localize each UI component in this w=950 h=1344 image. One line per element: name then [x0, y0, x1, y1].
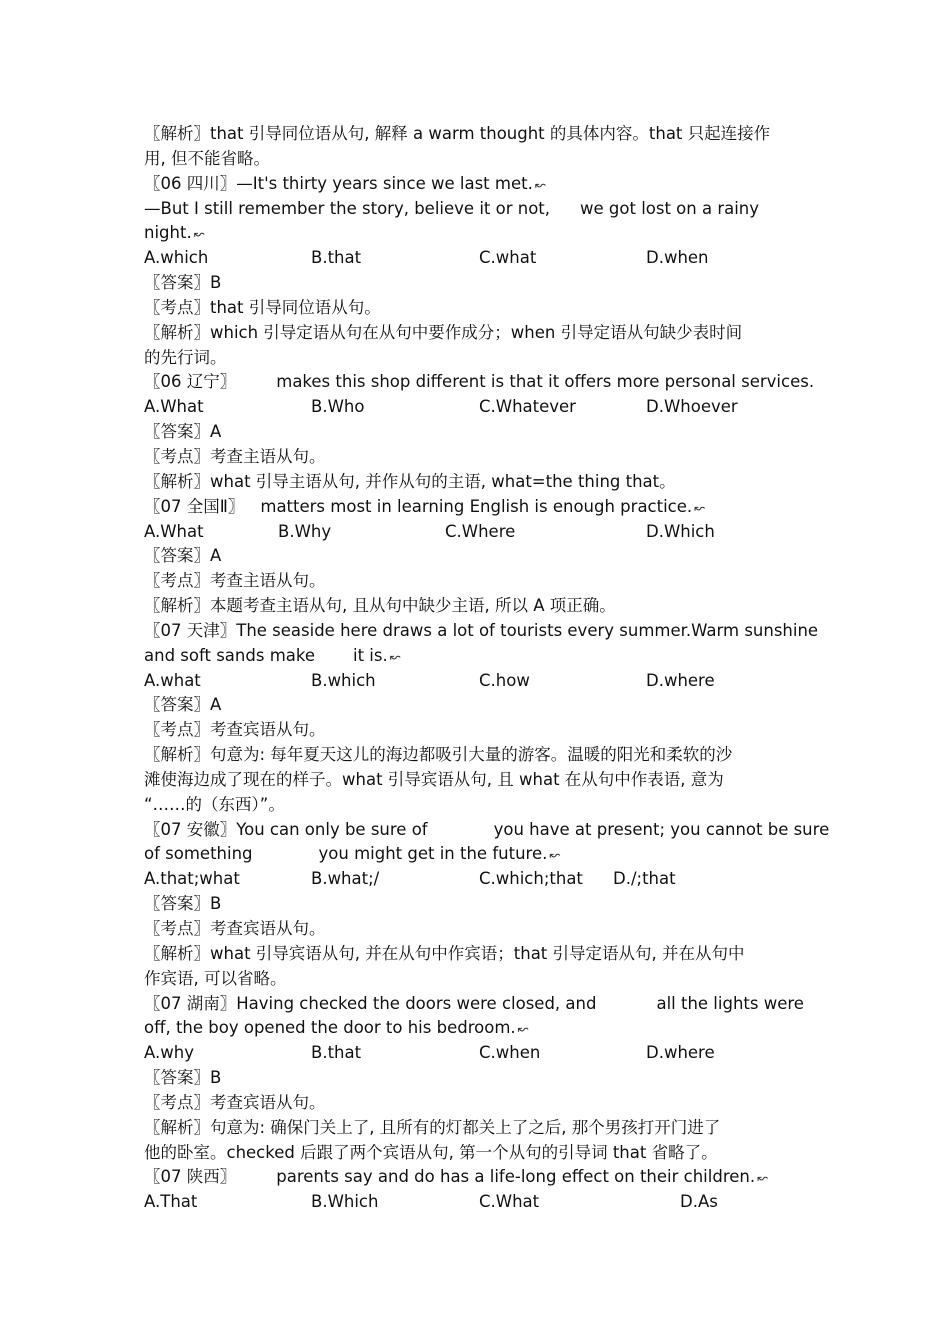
question-line: and soft sands make it is. ↜ [144, 645, 401, 665]
answer-line: 〖答案〗A [144, 546, 222, 566]
marker-icon: ↜ [389, 649, 401, 665]
marker-icon: ↜ [549, 848, 561, 864]
options-line: A.which B.that C.what D.when [144, 248, 709, 268]
question-line: off, the boy opened the door to his bedroom. ↜ [144, 1018, 529, 1038]
options-line: A.why B.that C.when D.where [144, 1043, 715, 1063]
question-line: 〖07 湖南〗Having checked the doors were closed, and all the lights were [144, 993, 804, 1013]
analysis-line: 的先行词。 [144, 347, 227, 367]
marker-icon: ↜ [517, 1022, 529, 1038]
answer-line: 〖答案〗B [144, 1068, 222, 1088]
marker-icon: ↜ [193, 227, 205, 243]
options-line: A.what B.which C.how D.where [144, 670, 715, 690]
point-line: 〖考点〗考查主语从句。 [144, 446, 326, 466]
marker-icon: ↜ [694, 500, 706, 516]
document-page [144, 122, 830, 1215]
answer-line: 〖答案〗B [144, 273, 222, 293]
point-line: 〖考点〗考查主语从句。 [144, 571, 326, 591]
analysis-line: 滩使海边成了现在的样子。what 引导宾语从句, 且 what 在从句中作表语, 意为 [144, 769, 724, 789]
analysis-line: 作宾语, 可以省略。 [144, 968, 287, 988]
question-line: 〖07 天津〗The seaside here draws a lot of tourists every summer.Warm sunshine [144, 620, 819, 640]
marker-icon: ↜ [534, 177, 546, 193]
question-line: —But I still remember the story, believe it or not, we got lost on a rainy [144, 198, 760, 218]
point-line: 〖考点〗考查宾语从句。 [144, 919, 326, 938]
point-line: 〖考点〗考查宾语从句。 [144, 720, 326, 740]
analysis-line: 〖解析〗what 引导主语从句, 并作从句的主语, what=the thing that。 [144, 471, 676, 491]
question-line: 〖07 全国Ⅱ〗 matters most in learning English is enough practice. ↜ [144, 496, 706, 516]
options-line: A.What B.Who C.Whatever D.Whoever [144, 397, 738, 417]
question-line: 〖07 安徽〗You can only be sure of you have at present; you cannot be sure [144, 819, 830, 839]
question-line: 〖07 陕西〗 parents say and do has a life-long effect on their children. ↜ [144, 1167, 768, 1187]
analysis-line: 他的卧室。checked 后跟了两个宾语从句, 第一个从句的引导词 that 省略了。 [144, 1142, 718, 1162]
options-line: A.That B.Which C.What D.As [144, 1192, 718, 1212]
answer-line: 〖答案〗A [144, 695, 222, 715]
question-line: of something you might get in the future. ↜ [144, 844, 561, 864]
answer-line: 〖答案〗B [144, 894, 222, 914]
point-line: 〖考点〗that 引导同位语从句。 [144, 297, 381, 317]
analysis-line: 〖解析〗what 引导宾语从句, 并在从句中作宾语；that 引导定语从句, 并在从句中 [144, 943, 745, 963]
marker-icon: ↜ [757, 1171, 768, 1187]
point-line: 〖考点〗考查宾语从句。 [144, 1092, 326, 1112]
question-line: 〖06 四川〗—It's thirty years since we last met. ↜ [144, 173, 546, 193]
analysis-line: “……的（东西）”。 [144, 794, 285, 814]
options-line: A.that;what B.what;/ C.which;that D./;that [144, 869, 676, 889]
options-line: A.What B.Why C.Where D.Which [144, 521, 715, 541]
analysis-line: 〖解析〗which 引导定语从句在从句中要作成分；when 引导定语从句缺少表时间 [144, 322, 743, 342]
question-line: night. ↜ [144, 223, 205, 243]
text-line: 〖解析〗that 引导同位语从句, 解释 a warm thought 的具体内容。that 只起连接作 [144, 124, 771, 143]
text-line: 用, 但不能省略。 [144, 148, 270, 168]
analysis-line: 〖解析〗本题考查主语从句, 且从句中缺少主语, 所以 A 项正确。 [144, 596, 616, 616]
answer-line: 〖答案〗A [144, 422, 222, 442]
question-line: 〖06 辽宁〗 makes this shop different is that it offers more personal services. [144, 372, 815, 392]
analysis-line: 〖解析〗句意为: 每年夏天这儿的海边都吸引大量的游客。温暖的阳光和柔软的沙 [144, 745, 733, 765]
analysis-line: 〖解析〗句意为: 确保门关上了, 且所有的灯都关上了之后, 那个男孩打开门进了 [144, 1117, 721, 1137]
